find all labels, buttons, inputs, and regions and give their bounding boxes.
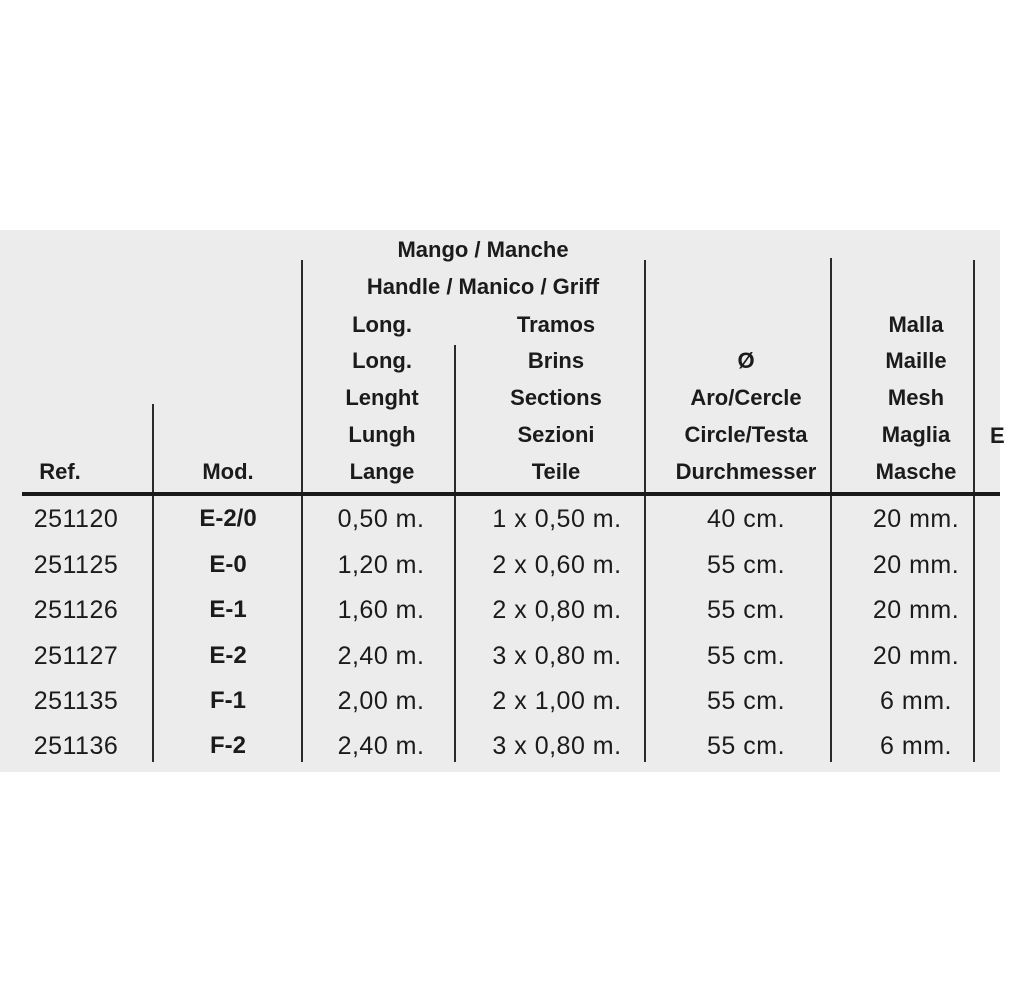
cell-ref: 251126 — [33, 596, 119, 624]
header-rule — [22, 492, 1000, 496]
diameter-header-line: Circle/Testa — [684, 422, 808, 447]
cell-sections: 2 x 0,60 m. — [492, 551, 622, 579]
handle-group-title: Mango / Manche — [397, 237, 569, 262]
mesh-header-line: Maglia — [881, 422, 951, 447]
sections-header-line: Sections — [510, 385, 602, 410]
cell-length: 2,00 m. — [337, 687, 425, 715]
cell-mod: E-1 — [209, 596, 247, 623]
cell-ref: 251120 — [33, 505, 119, 533]
diameter-header-line: Durchmesser — [675, 459, 817, 484]
length-header-line: Lungh — [348, 422, 416, 447]
column-divider — [973, 260, 975, 494]
handle-group-subtitle: Handle / Manico / Griff — [366, 274, 600, 299]
cell-diameter: 55 cm. — [706, 687, 786, 715]
column-divider — [301, 496, 303, 762]
mesh-header-line: Malla — [888, 312, 944, 337]
cell-ref: 251125 — [33, 551, 119, 579]
cell-mod: E-2 — [209, 642, 247, 669]
length-header-line: Long. — [352, 312, 412, 337]
cell-mesh: 20 mm. — [872, 596, 960, 624]
length-header-line: Lange — [349, 459, 415, 484]
column-divider — [973, 496, 975, 762]
cell-mod: E-2/0 — [199, 505, 257, 532]
mesh-header-line: Maille — [885, 348, 947, 373]
mesh-header-line: Mesh — [887, 385, 945, 410]
diameter-header-line: Aro/Cercle — [690, 385, 802, 410]
cell-length: 0,50 m. — [337, 505, 425, 533]
cell-ref: 251136 — [33, 732, 119, 760]
cell-mesh: 6 mm. — [880, 732, 952, 760]
sections-header-line: Brins — [527, 348, 585, 373]
mesh-header-line: Masche — [875, 459, 957, 484]
column-divider — [644, 260, 646, 494]
cell-mesh: 20 mm. — [872, 505, 960, 533]
sections-header-line: Tramos — [516, 312, 596, 337]
cell-ref: 251135 — [33, 687, 119, 715]
cell-diameter: 55 cm. — [706, 642, 786, 670]
cell-length: 2,40 m. — [337, 642, 425, 670]
cell-sections: 2 x 1,00 m. — [492, 687, 622, 715]
cell-sections: 1 x 0,50 m. — [492, 505, 622, 533]
mod-header: Mod. — [202, 459, 254, 484]
cell-mesh: 20 mm. — [872, 642, 960, 670]
cell-diameter: 55 cm. — [706, 596, 786, 624]
column-divider — [644, 496, 646, 762]
column-divider — [830, 258, 832, 494]
column-divider — [301, 260, 303, 494]
cell-length: 2,40 m. — [337, 732, 425, 760]
cell-sections: 2 x 0,80 m. — [492, 596, 622, 624]
cell-length: 1,60 m. — [337, 596, 425, 624]
diameter-header-line: Ø — [737, 348, 755, 373]
cell-ref: 251127 — [33, 642, 119, 670]
cell-diameter: 40 cm. — [706, 505, 786, 533]
cell-sections: 3 x 0,80 m. — [492, 642, 622, 670]
cut-off-header: E — [990, 423, 1005, 448]
sections-header-line: Sezioni — [517, 422, 595, 447]
cell-mod: F-2 — [210, 732, 246, 759]
length-header-line: Lenght — [345, 385, 419, 410]
cell-diameter: 55 cm. — [706, 732, 786, 760]
cell-mod: E-0 — [209, 551, 247, 578]
column-divider — [454, 496, 456, 762]
cell-mesh: 6 mm. — [880, 687, 952, 715]
cell-mod: F-1 — [210, 687, 246, 714]
column-divider — [152, 496, 154, 762]
ref-header: Ref. — [39, 459, 81, 484]
sections-header-line: Teile — [531, 459, 581, 484]
cell-sections: 3 x 0,80 m. — [492, 732, 622, 760]
column-divider — [830, 496, 832, 762]
cell-length: 1,20 m. — [337, 551, 425, 579]
length-header-line: Long. — [352, 348, 412, 373]
cell-diameter: 55 cm. — [706, 551, 786, 579]
cell-mesh: 20 mm. — [872, 551, 960, 579]
